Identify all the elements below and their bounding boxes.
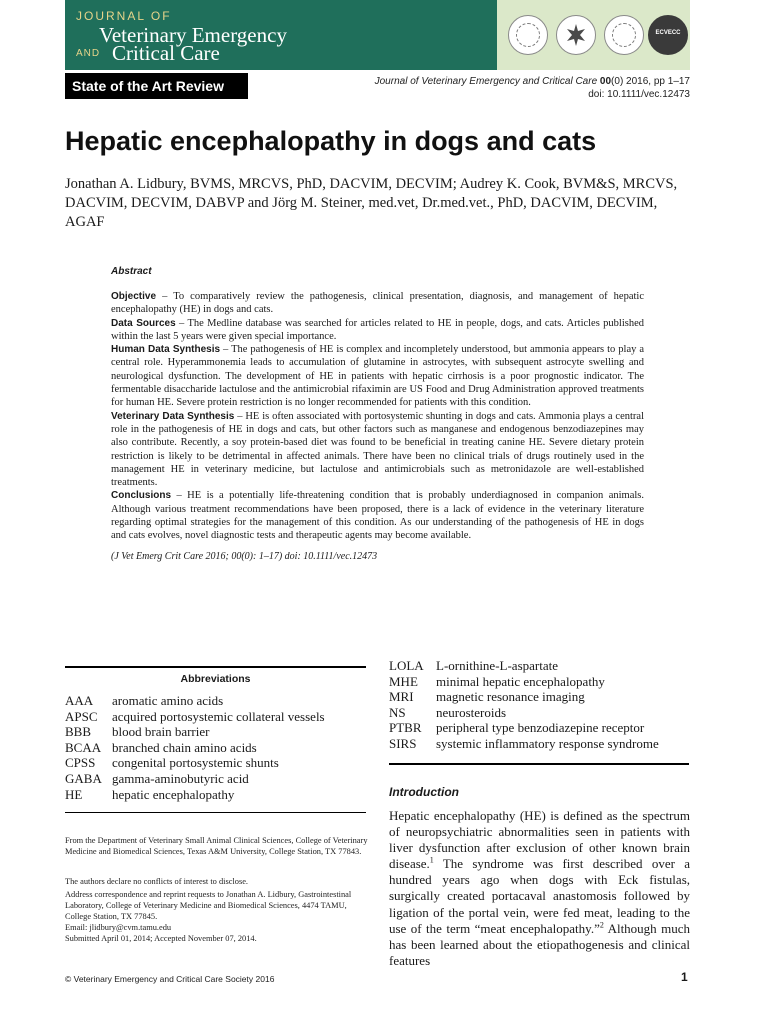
abbreviation-row: MHE minimal hepatic encephalopathy (389, 673, 605, 689)
abbreviations-bottom-rule (65, 812, 366, 813)
abbreviation-row: APSC acquired portosystemic collateral vessels (65, 708, 325, 724)
abbreviation-row: MRI magnetic resonance imaging (389, 689, 585, 705)
society-seal-icon (508, 15, 548, 55)
abstract-heading: Abstract (111, 266, 152, 277)
ecvecc-logo-icon (648, 15, 688, 55)
ecvecc-logo-text: ECVECC (655, 30, 681, 36)
abbreviation-row: HE hepatic encephalopathy (65, 786, 235, 802)
abbreviation-row: NS neurosteroids (389, 704, 507, 720)
introduction-heading: Introduction (389, 785, 459, 799)
abstract-objective: Objective – To comparatively review the pathogenesis, clinical presentation, diagnosis, and management of hepatic encephalopathy (HE) in dogs and cats. (111, 291, 644, 316)
abbreviations-list-right (389, 658, 690, 752)
abstract-veterinary-synthesis: Veterinary Data Synthesis – HE is often associated with portosystemic shunting in dogs and cats. Ammonia plays a central role in the pathogenesis of HE in dogs and cats, but other factors such as manganese and endogenous benzodiazepines may also contribute. Recently, a soy protein-based diet was found to be beneficial in treating canine HE. Severe dietary protein restriction is likely to be detrimental in affected animals. There have been no clinical trials of drugs routinely used in the management HE in veterinary medicine, but lactulose and antimicrobials such as metronidazole are well-established treatments. (111, 410, 644, 489)
abbreviation-row: LOLA L-ornithine-L-aspartate (389, 658, 558, 673)
abbreviation-row: CPSS congenital portosystemic shunts (65, 755, 279, 771)
citation-volume: 00 (599, 76, 612, 87)
citation-doi: doi: 10.1111/vec.12473 (588, 89, 690, 100)
footnote-affiliation: From the Department of Veterinary Small Animal Clinical Sciences, College of Veterinary Medicine and Biomedical Sciences, Texas A&M University, College Station, TX 77843. (65, 836, 368, 856)
abstract-data-sources: Data Sources – The Medline database was searched for articles related to HE in people, dogs, and cats. Articles published within the last 5 years were given special importance. (111, 317, 645, 342)
abbreviations-top-rule (65, 666, 366, 668)
introduction-text: Hepatic encephalopathy (HE) is defined as the spectrum of neuropsychiatric abnormalities seen in patients with liver dysfunction after exclusion of other known brain disease.$^1$ The syndrome was first described over a hundred years ago when dogs with Eck fistulas, surgically created portacaval anastomosis followed by ligation of the portal vein, were fed meat, leading to the use of the term “meat encephalopathy.”$^2$ Although much has been learned about the etiopathogenesis and clinical features (389, 808, 690, 968)
abstract-citation: (J Vet Emerg Crit Care 2016; 00(0): 1–17) doi: 10.1111/vec.12473 (111, 550, 378, 562)
journal-name-line2: Critical Care (112, 41, 220, 65)
abbreviation-row: BCAA branched chain amino acids (65, 739, 257, 755)
abbreviation-row: BBB blood brain barrier (65, 724, 210, 740)
footnote-email: Email: jlidbury@cvm.tamu.edu (65, 923, 172, 932)
abstract-conclusions: Conclusions – HE is a potentially life-threatening condition that is probably underdiagnosed in companion animals. Although various treatment recommendations have been proposed, there is a lack of evidence in the veterinary literature regarding optimal strategies for the management of this condition. As our understanding of the pathogenesis of HE in dogs and cats evolves, novel diagnostic tests and therapeutic agents may become available. (111, 490, 644, 542)
citation-issue: (0) 2016, pp 1–17 (611, 76, 690, 87)
abbreviations-list-left (65, 693, 366, 802)
abstract-human-synthesis: Human Data Synthesis – The pathogenesis of HE is complex and incompletely understood, but ammonia appears to play a central role. Hyperammonemia leads to accumulation of glutamine in astrocytes, with subsequent astrocyte swelling and neurological dysfunction. The development of HE in patients with hepatic cirrhosis is a poor prognostic indicator. The fermentable disaccharide lactulose and the antimicrobial rifaximin are US Food and Drug Administration approved treatments for human HE. Severe protein restriction is no longer recommended for patients with this condition. (111, 344, 644, 409)
citation (375, 75, 690, 101)
star-of-life-icon (556, 15, 596, 55)
college-seal-icon (604, 15, 644, 55)
page-number: 1 (681, 970, 688, 984)
abbreviation-row: PTBR peripheral type benzodiazepine receptor (389, 720, 645, 736)
abbreviation-row: AAA aromatic amino acids (65, 693, 224, 708)
abbreviations-heading: Abbreviations (180, 673, 251, 685)
citation-journal: Journal of Veterinary Emergency and Critical Care (374, 76, 598, 87)
footnote-submitted: Submitted April 01, 2014; Accepted November 07, 2014. (65, 934, 257, 943)
abbreviation-row: SIRS systemic inflammatory response syndrome (389, 735, 659, 751)
copyright-footer: © Veterinary Emergency and Critical Care Society 2016 (65, 974, 275, 984)
author-list: Jonathan A. Lidbury, BVMS, MRCVS, PhD, DACVIM, DECVIM; Audrey K. Cook, BVM&S, MRCVS, DACVIM, DECVIM, DABVP and Jörg M. Steiner, med.vet, Dr.med.vet., PhD, DACVIM, DECVIM, AGAF (65, 176, 678, 230)
journal-name-and: AND (76, 48, 101, 59)
section-label: State of the Art Review (65, 73, 248, 99)
abbreviation-row: GABA gamma-aminobutyric acid (65, 770, 249, 786)
reference-1[interactable]: 1 (429, 855, 434, 865)
journal-prefix: JOURNAL OF (76, 9, 172, 23)
introduction-rule (389, 763, 689, 765)
footnote-address: Address correspondence and reprint requests to Jonathan A. Lidbury, Gastrointestinal Laboratory, College of Veterinary Medicine and Biomedical Sciences, 4474 TAMU, College Station, TX 77845. (65, 890, 352, 921)
article-title: Hepatic encephalopathy in dogs and cats (65, 126, 597, 156)
footnote-conflict: The authors declare no conflicts of interest to disclose. (65, 877, 249, 886)
abstract (111, 266, 644, 562)
reference-2[interactable]: 2 (599, 920, 604, 930)
journal-name-line1: Veterinary Emergency (99, 23, 287, 47)
